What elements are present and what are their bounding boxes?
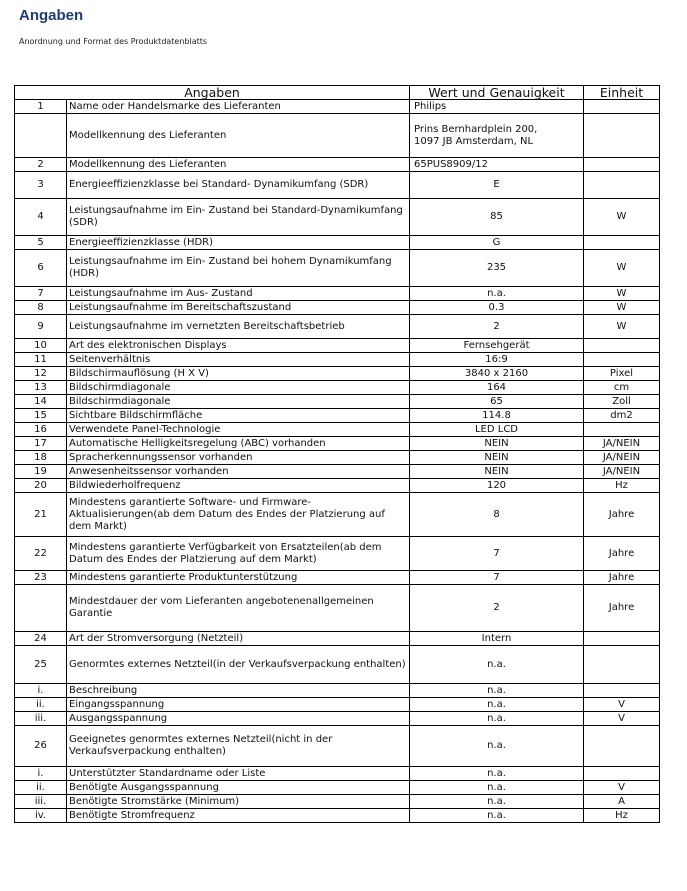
row-value: n.a. <box>410 646 584 684</box>
table-row <box>15 367 660 381</box>
row-number: 19 <box>15 465 67 479</box>
row-value: Fernsehgerät <box>410 339 584 353</box>
row-unit: Zoll <box>584 395 660 409</box>
row-number: ii. <box>15 781 67 795</box>
row-label: Bildwiederholfrequenz <box>67 479 410 493</box>
row-value: Intern <box>410 632 584 646</box>
row-unit: JA/NEIN <box>584 437 660 451</box>
row-number: 15 <box>15 409 67 423</box>
row-label: Eingangsspannung <box>67 698 410 712</box>
row-label: Geeignetes genormtes externes Netzteil(nicht in der Verkaufsverpackung enthalten) <box>67 726 410 767</box>
row-unit: Jahre <box>584 571 660 585</box>
row-unit <box>584 646 660 684</box>
row-unit: Jahre <box>584 493 660 537</box>
row-value: 65 <box>410 395 584 409</box>
row-value: 7 <box>410 571 584 585</box>
row-value: 16:9 <box>410 353 584 367</box>
row-value: n.a. <box>410 726 584 767</box>
column-header-wert: Wert und Genauigkeit <box>410 86 584 100</box>
row-unit <box>584 172 660 199</box>
row-number: 4 <box>15 199 67 236</box>
row-value: 7 <box>410 537 584 571</box>
table-row <box>15 437 660 451</box>
row-number: 20 <box>15 479 67 493</box>
table-row <box>15 726 660 767</box>
table-row <box>15 287 660 301</box>
table-row <box>15 809 660 823</box>
row-unit: W <box>584 250 660 287</box>
table-row <box>15 100 660 114</box>
row-value: 114.8 <box>410 409 584 423</box>
row-number: 21 <box>15 493 67 537</box>
row-number: 22 <box>15 537 67 571</box>
row-number: ii. <box>15 698 67 712</box>
table-row <box>15 712 660 726</box>
row-value: n.a. <box>410 712 584 726</box>
table-row <box>15 479 660 493</box>
table-row <box>15 409 660 423</box>
row-number: 7 <box>15 287 67 301</box>
row-label: Mindestens garantierte Produktunterstützung <box>67 571 410 585</box>
row-label: Benötigte Stromstärke (Minimum) <box>67 795 410 809</box>
table-row <box>15 339 660 353</box>
row-unit <box>584 100 660 114</box>
row-label: Art der Stromversorgung (Netzteil) <box>67 632 410 646</box>
row-number: 3 <box>15 172 67 199</box>
table-row <box>15 114 660 158</box>
row-label: Modellkennung des Lieferanten <box>67 158 410 172</box>
row-value: 2 <box>410 315 584 339</box>
row-label: Mindestens garantierte Verfügbarkeit von Ersatzteilen(ab dem Datum des Endes der Platzierung auf dem Markt) <box>67 537 410 571</box>
row-unit <box>584 236 660 250</box>
table-header-row <box>15 86 660 100</box>
row-unit: dm2 <box>584 409 660 423</box>
table-row <box>15 493 660 537</box>
row-label: Benötigte Ausgangsspannung <box>67 781 410 795</box>
table-row <box>15 423 660 437</box>
row-unit: W <box>584 301 660 315</box>
page-subtitle: Anordnung und Format des Produktdatenblatts <box>19 37 208 46</box>
table-row <box>15 684 660 698</box>
row-number: 25 <box>15 646 67 684</box>
row-label: Energieeffizienzklasse bei Standard- Dynamikumfang (SDR) <box>67 172 410 199</box>
row-number: iii. <box>15 795 67 809</box>
table-row <box>15 465 660 479</box>
table-row <box>15 646 660 684</box>
row-value: 235 <box>410 250 584 287</box>
row-label: Seitenverhältnis <box>67 353 410 367</box>
table-row <box>15 571 660 585</box>
row-value: 164 <box>410 381 584 395</box>
row-value: n.a. <box>410 698 584 712</box>
row-value: n.a. <box>410 767 584 781</box>
row-unit <box>584 632 660 646</box>
row-number: 11 <box>15 353 67 367</box>
row-label: Sichtbare Bildschirmfläche <box>67 409 410 423</box>
row-label: Anwesenheitssensor vorhanden <box>67 465 410 479</box>
table-row <box>15 172 660 199</box>
row-value: 85 <box>410 199 584 236</box>
row-label: Leistungsaufnahme im Ein- Zustand bei hohem Dynamikumfang (HDR) <box>67 250 410 287</box>
row-number <box>15 585 67 632</box>
table-row <box>15 781 660 795</box>
row-unit <box>584 767 660 781</box>
row-unit <box>584 726 660 767</box>
table-row <box>15 795 660 809</box>
row-label: Modellkennung des Lieferanten <box>67 114 410 158</box>
table-row <box>15 632 660 646</box>
row-number: 2 <box>15 158 67 172</box>
row-number: iv. <box>15 809 67 823</box>
row-number: i. <box>15 767 67 781</box>
row-label: Leistungsaufnahme im Aus- Zustand <box>67 287 410 301</box>
row-unit: Pixel <box>584 367 660 381</box>
row-number: 9 <box>15 315 67 339</box>
row-value: n.a. <box>410 795 584 809</box>
row-value: E <box>410 172 584 199</box>
row-unit <box>584 114 660 158</box>
row-label: Energieeffizienzklasse (HDR) <box>67 236 410 250</box>
row-label: Mindestens garantierte Software- und Firmware-Aktualisierungen(ab dem Datum des Endes der Platzierung auf dem Markt) <box>67 493 410 537</box>
row-label: Leistungsaufnahme im vernetzten Bereitschaftsbetrieb <box>67 315 410 339</box>
row-unit: Hz <box>584 479 660 493</box>
row-number: 16 <box>15 423 67 437</box>
row-label: Leistungsaufnahme im Ein- Zustand bei Standard-Dynamikumfang (SDR) <box>67 199 410 236</box>
row-value: NEIN <box>410 465 584 479</box>
table-row <box>15 381 660 395</box>
table-row <box>15 698 660 712</box>
row-number: 18 <box>15 451 67 465</box>
row-unit <box>584 353 660 367</box>
row-value: 0.3 <box>410 301 584 315</box>
row-number: 1 <box>15 100 67 114</box>
row-number: 24 <box>15 632 67 646</box>
row-label: Verwendete Panel-Technologie <box>67 423 410 437</box>
row-value: n.a. <box>410 781 584 795</box>
row-label: Ausgangsspannung <box>67 712 410 726</box>
row-unit <box>584 684 660 698</box>
table-row <box>15 585 660 632</box>
row-label: Mindestdauer der vom Lieferanten angebotenenallgemeinen Garantie <box>67 585 410 632</box>
row-label: Benötigte Stromfrequenz <box>67 809 410 823</box>
table-row <box>15 315 660 339</box>
row-value: n.a. <box>410 809 584 823</box>
row-label: Bildschirmdiagonale <box>67 381 410 395</box>
row-number: 6 <box>15 250 67 287</box>
row-number: 12 <box>15 367 67 381</box>
row-unit: V <box>584 698 660 712</box>
row-unit: Jahre <box>584 537 660 571</box>
row-number: 14 <box>15 395 67 409</box>
row-unit: A <box>584 795 660 809</box>
row-value: n.a. <box>410 287 584 301</box>
row-label: Automatische Helligkeitsregelung (ABC) vorhanden <box>67 437 410 451</box>
row-unit: W <box>584 287 660 301</box>
row-value: n.a. <box>410 684 584 698</box>
row-unit <box>584 423 660 437</box>
row-unit: V <box>584 781 660 795</box>
row-value: 8 <box>410 493 584 537</box>
row-unit <box>584 158 660 172</box>
table-row <box>15 199 660 236</box>
row-unit: Hz <box>584 809 660 823</box>
row-unit: V <box>584 712 660 726</box>
table-row <box>15 451 660 465</box>
table-body <box>15 100 660 823</box>
row-unit: Jahre <box>584 585 660 632</box>
table-row <box>15 301 660 315</box>
row-label: Name oder Handelsmarke des Lieferanten <box>67 100 410 114</box>
column-header-angaben: Angaben <box>15 86 410 100</box>
column-header-einheit: Einheit <box>584 86 660 100</box>
row-unit <box>584 339 660 353</box>
row-value: 3840 x 2160 <box>410 367 584 381</box>
row-unit: W <box>584 315 660 339</box>
row-label: Spracherkennungssensor vorhanden <box>67 451 410 465</box>
row-label: Genormtes externes Netzteil(in der Verkaufsverpackung enthalten) <box>67 646 410 684</box>
row-number <box>15 114 67 158</box>
table-row <box>15 236 660 250</box>
table-row <box>15 158 660 172</box>
row-value: Prins Bernhardplein 200, 1097 JB Amsterdam, NL <box>410 114 584 158</box>
row-number: 8 <box>15 301 67 315</box>
row-label: Bildschirmauflösung (H X V) <box>67 367 410 381</box>
row-value: 120 <box>410 479 584 493</box>
row-label: Leistungsaufnahme im Bereitschaftszustand <box>67 301 410 315</box>
row-value: NEIN <box>410 437 584 451</box>
row-number: 13 <box>15 381 67 395</box>
row-value: 2 <box>410 585 584 632</box>
table-row <box>15 767 660 781</box>
page-title: Angaben <box>19 7 84 24</box>
row-number: 23 <box>15 571 67 585</box>
row-unit: JA/NEIN <box>584 465 660 479</box>
row-number: iii. <box>15 712 67 726</box>
row-unit: JA/NEIN <box>584 451 660 465</box>
table-row <box>15 250 660 287</box>
row-value: G <box>410 236 584 250</box>
product-datasheet-table <box>14 85 660 823</box>
row-unit: W <box>584 199 660 236</box>
row-label: Unterstützter Standardname oder Liste <box>67 767 410 781</box>
row-label: Art des elektronischen Displays <box>67 339 410 353</box>
row-number: 26 <box>15 726 67 767</box>
row-number: 5 <box>15 236 67 250</box>
row-value: 65PUS8909/12 <box>410 158 584 172</box>
table-row <box>15 353 660 367</box>
table-row <box>15 395 660 409</box>
row-value: NEIN <box>410 451 584 465</box>
row-unit: cm <box>584 381 660 395</box>
row-value: LED LCD <box>410 423 584 437</box>
row-label: Beschreibung <box>67 684 410 698</box>
table-row <box>15 537 660 571</box>
row-number: i. <box>15 684 67 698</box>
row-value: Philips <box>410 100 584 114</box>
row-number: 17 <box>15 437 67 451</box>
row-number: 10 <box>15 339 67 353</box>
row-label: Bildschirmdiagonale <box>67 395 410 409</box>
